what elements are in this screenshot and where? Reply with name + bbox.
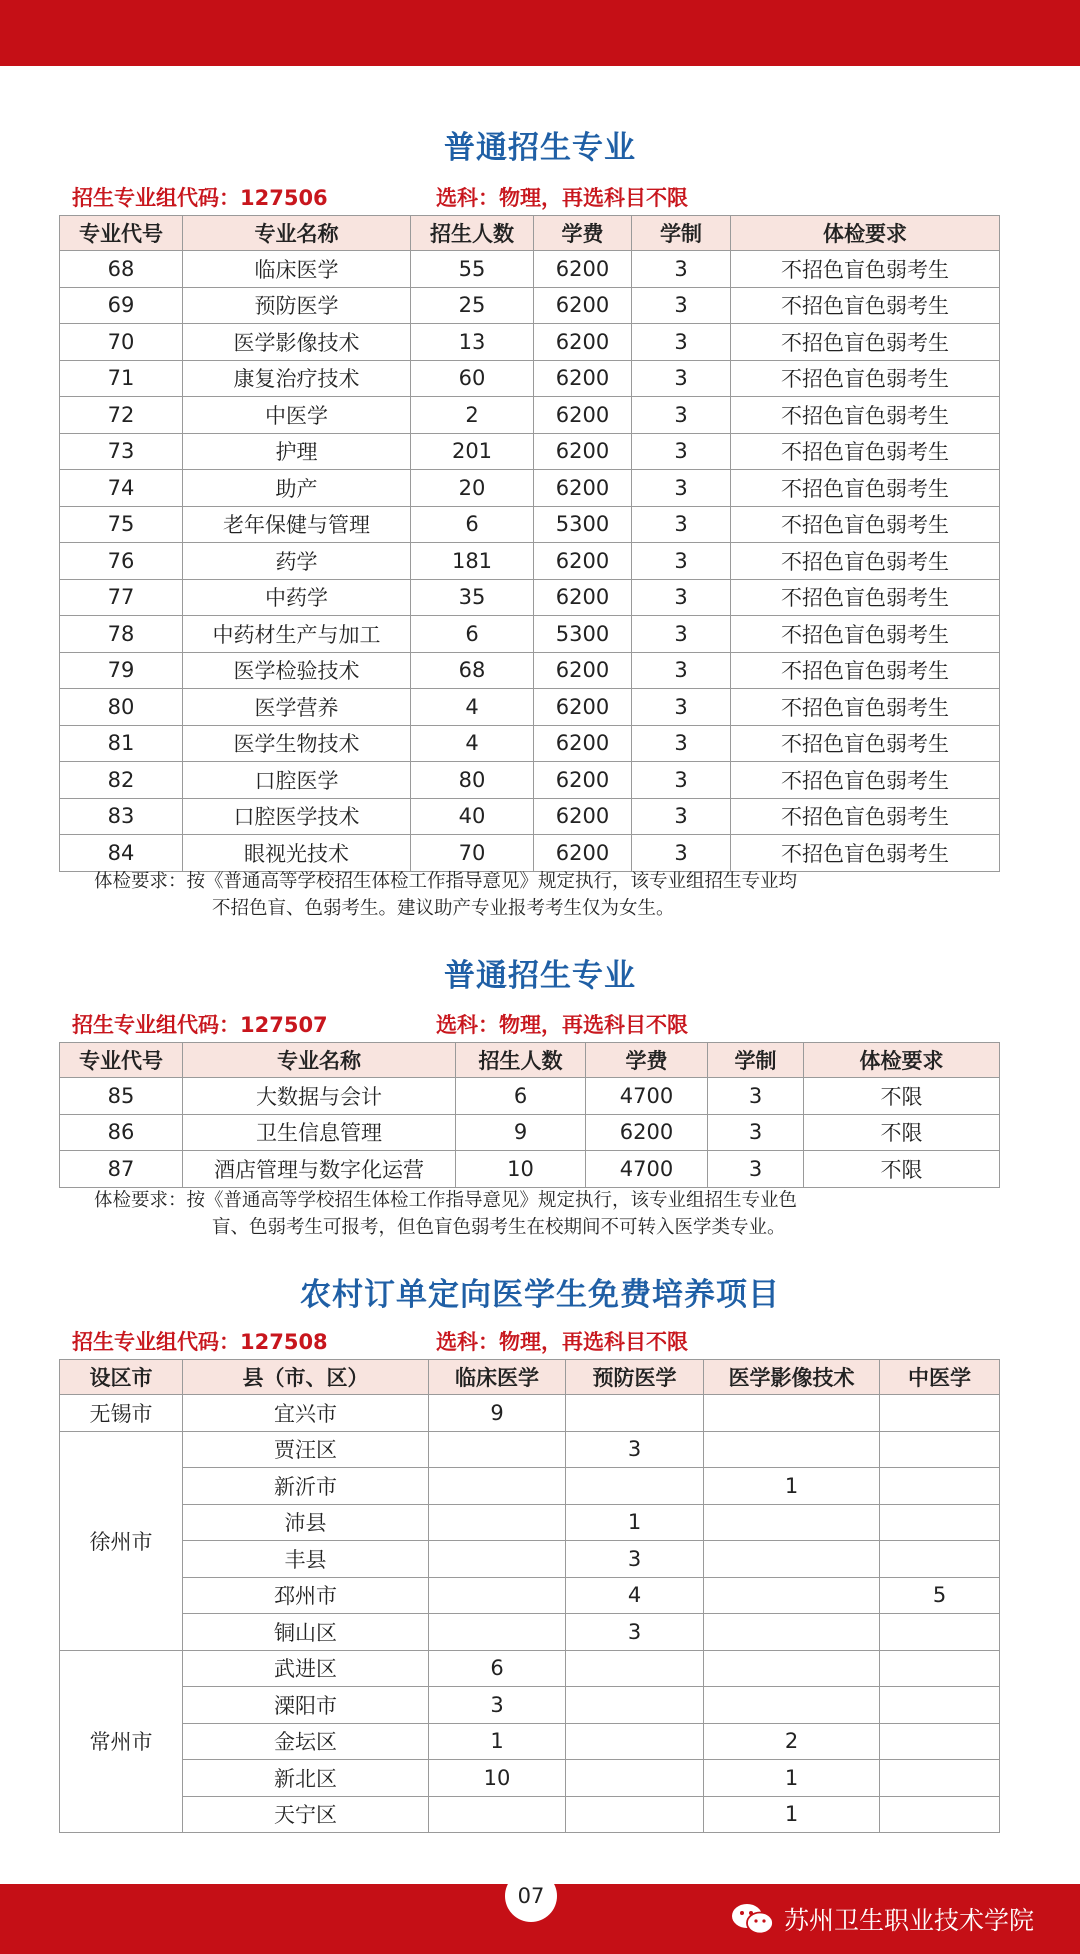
table-cell: 75 <box>60 506 183 543</box>
table-row <box>60 1504 1000 1541</box>
quota-cell: 10 <box>429 1760 566 1797</box>
quota-cell: 3 <box>566 1541 704 1578</box>
column-header: 体检要求 <box>731 216 1000 251</box>
table-row <box>60 798 1000 835</box>
brand-footer <box>730 1899 1034 1939</box>
table-cell: 77 <box>60 579 183 616</box>
table-cell: 3 <box>632 762 731 799</box>
table-cell: 3 <box>632 543 731 580</box>
quota-cell <box>704 1504 880 1541</box>
quota-cell <box>566 1687 704 1724</box>
table-cell: 3 <box>708 1114 804 1151</box>
top-banner <box>0 0 1080 66</box>
physical-exam-note <box>94 1187 994 1241</box>
quota-cell <box>704 1431 880 1468</box>
table-cell: 6200 <box>534 798 632 835</box>
quota-cell <box>429 1504 566 1541</box>
quota-cell: 9 <box>429 1395 566 1432</box>
wechat-icon <box>730 1902 776 1936</box>
quota-cell <box>880 1431 1000 1468</box>
table-cell: 医学营养 <box>183 689 411 726</box>
table-cell: 3 <box>632 652 731 689</box>
quota-cell <box>429 1431 566 1468</box>
county-cell: 邳州市 <box>183 1577 429 1614</box>
table-cell: 不招色盲色弱考生 <box>731 689 1000 726</box>
table-row <box>60 1687 1000 1724</box>
column-header: 学制 <box>708 1043 804 1078</box>
table-cell: 40 <box>411 798 534 835</box>
column-header: 专业代号 <box>60 216 183 251</box>
quota-cell <box>880 1395 1000 1432</box>
quota-cell <box>566 1650 704 1687</box>
quota-cell: 1 <box>566 1504 704 1541</box>
table-cell: 55 <box>411 251 534 288</box>
table-cell: 不限 <box>804 1078 1000 1115</box>
table-cell: 6200 <box>534 251 632 288</box>
table-cell: 87 <box>60 1151 183 1188</box>
subject-requirement: 选科：物理，再选科目不限 <box>436 1013 688 1037</box>
quota-cell <box>880 1614 1000 1651</box>
table-cell: 4700 <box>586 1151 708 1188</box>
table-cell: 68 <box>60 251 183 288</box>
quota-cell <box>704 1541 880 1578</box>
table-cell: 60 <box>411 360 534 397</box>
table-header-row <box>60 216 1000 251</box>
quota-cell: 1 <box>704 1468 880 1505</box>
table-cell: 不限 <box>804 1114 1000 1151</box>
county-cell: 沛县 <box>183 1504 429 1541</box>
column-header: 专业名称 <box>183 216 411 251</box>
table-cell: 6200 <box>534 762 632 799</box>
quota-cell: 3 <box>429 1687 566 1724</box>
quota-cell <box>880 1504 1000 1541</box>
table-cell: 4 <box>411 689 534 726</box>
table-row <box>60 287 1000 324</box>
table-cell: 不招色盲色弱考生 <box>731 251 1000 288</box>
column-header: 中医学 <box>880 1360 1000 1395</box>
table-cell: 老年保健与管理 <box>183 506 411 543</box>
table-cell: 临床医学 <box>183 251 411 288</box>
quota-cell: 4 <box>566 1577 704 1614</box>
table-cell: 不招色盲色弱考生 <box>731 470 1000 507</box>
county-cell: 贾汪区 <box>183 1431 429 1468</box>
table-cell: 中药材生产与加工 <box>183 616 411 653</box>
table-cell: 80 <box>60 689 183 726</box>
table-cell: 医学生物技术 <box>183 725 411 762</box>
table-cell: 口腔医学 <box>183 762 411 799</box>
county-cell: 丰县 <box>183 1541 429 1578</box>
table-cell: 6200 <box>534 652 632 689</box>
column-header: 设区市 <box>60 1360 183 1395</box>
table-cell: 不招色盲色弱考生 <box>731 652 1000 689</box>
table-cell: 6 <box>456 1078 586 1115</box>
table-cell: 6200 <box>534 287 632 324</box>
table-cell: 79 <box>60 652 183 689</box>
quota-cell <box>880 1796 1000 1833</box>
table-cell: 70 <box>60 324 183 361</box>
table-row <box>60 725 1000 762</box>
table-cell: 4 <box>411 725 534 762</box>
table-cell: 不招色盲色弱考生 <box>731 798 1000 835</box>
column-header: 招生人数 <box>411 216 534 251</box>
table-cell: 2 <box>411 397 534 434</box>
quota-cell <box>566 1395 704 1432</box>
table-cell: 3 <box>632 324 731 361</box>
section-title: 普通招生专业 <box>444 958 636 994</box>
quota-cell: 1 <box>704 1760 880 1797</box>
note-line-2: 盲、色弱考生可报考，但色盲色弱考生在校期间不可转入医学类专业。 <box>212 1217 786 1238</box>
table-row <box>60 470 1000 507</box>
quota-cell <box>566 1468 704 1505</box>
table-cell: 81 <box>60 725 183 762</box>
table-cell: 3 <box>632 616 731 653</box>
table-cell: 201 <box>411 433 534 470</box>
table-cell: 3 <box>632 506 731 543</box>
column-header: 学费 <box>534 216 632 251</box>
table-cell: 护理 <box>183 433 411 470</box>
table-cell: 6 <box>411 616 534 653</box>
table-cell: 不招色盲色弱考生 <box>731 397 1000 434</box>
quota-cell <box>704 1614 880 1651</box>
group-code: 招生专业组代码：127507 <box>72 1013 328 1037</box>
county-cell: 宜兴市 <box>183 1395 429 1432</box>
table-cell: 35 <box>411 579 534 616</box>
table-cell: 70 <box>411 835 534 872</box>
quota-cell <box>704 1650 880 1687</box>
quota-cell <box>566 1796 704 1833</box>
table-cell: 不招色盲色弱考生 <box>731 762 1000 799</box>
quota-cell <box>566 1723 704 1760</box>
table-row <box>60 506 1000 543</box>
table-cell: 3 <box>632 835 731 872</box>
quota-cell <box>704 1395 880 1432</box>
table-cell: 82 <box>60 762 183 799</box>
table-cell: 不招色盲色弱考生 <box>731 360 1000 397</box>
table-row <box>60 616 1000 653</box>
group-code: 招生专业组代码：127508 <box>72 1330 328 1354</box>
quota-cell: 1 <box>429 1723 566 1760</box>
table-cell: 85 <box>60 1078 183 1115</box>
quota-cell <box>880 1723 1000 1760</box>
table-cell: 3 <box>632 397 731 434</box>
table-cell: 中药学 <box>183 579 411 616</box>
column-header: 学制 <box>632 216 731 251</box>
county-cell: 溧阳市 <box>183 1687 429 1724</box>
county-cell: 武进区 <box>183 1650 429 1687</box>
table-cell: 不招色盲色弱考生 <box>731 287 1000 324</box>
quota-cell <box>566 1760 704 1797</box>
table-cell: 80 <box>411 762 534 799</box>
table-cell: 6200 <box>534 433 632 470</box>
county-cell: 天宁区 <box>183 1796 429 1833</box>
table-cell: 10 <box>456 1151 586 1188</box>
table-cell: 6200 <box>586 1114 708 1151</box>
table-cell: 不招色盲色弱考生 <box>731 433 1000 470</box>
table-cell: 医学影像技术 <box>183 324 411 361</box>
table-row <box>60 1723 1000 1760</box>
table-row <box>60 1468 1000 1505</box>
table-cell: 医学检验技术 <box>183 652 411 689</box>
quota-cell <box>880 1541 1000 1578</box>
table-cell: 6 <box>411 506 534 543</box>
table-cell: 3 <box>632 798 731 835</box>
table-cell: 3 <box>632 579 731 616</box>
table-row <box>60 397 1000 434</box>
table-header-row <box>60 1360 1000 1395</box>
table-cell: 大数据与会计 <box>183 1078 456 1115</box>
quota-cell: 3 <box>566 1614 704 1651</box>
column-header: 临床医学 <box>429 1360 566 1395</box>
quota-cell <box>429 1541 566 1578</box>
table-row <box>60 579 1000 616</box>
table-row <box>60 324 1000 361</box>
table-row <box>60 1395 1000 1432</box>
table-cell: 眼视光技术 <box>183 835 411 872</box>
table-cell: 6200 <box>534 324 632 361</box>
table-cell: 72 <box>60 397 183 434</box>
table-cell: 86 <box>60 1114 183 1151</box>
table-cell: 3 <box>632 287 731 324</box>
group-code: 招生专业组代码：127506 <box>72 186 328 210</box>
table-row <box>60 652 1000 689</box>
city-cell: 常州市 <box>60 1650 183 1833</box>
table-cell: 71 <box>60 360 183 397</box>
table-row <box>60 1650 1000 1687</box>
quota-cell <box>880 1650 1000 1687</box>
table-cell: 20 <box>411 470 534 507</box>
table-row <box>60 689 1000 726</box>
admission-table-127507 <box>59 1042 1000 1188</box>
column-header: 专业代号 <box>60 1043 183 1078</box>
county-cell: 新沂市 <box>183 1468 429 1505</box>
quota-cell <box>880 1687 1000 1724</box>
table-cell: 84 <box>60 835 183 872</box>
table-cell: 不招色盲色弱考生 <box>731 506 1000 543</box>
table-cell: 3 <box>632 433 731 470</box>
table-cell: 74 <box>60 470 183 507</box>
note-line-1: 体检要求：按《普通高等学校招生体检工作指导意见》规定执行，该专业组招生专业均 <box>94 871 798 892</box>
table-row <box>60 1151 1000 1188</box>
table-row <box>60 1760 1000 1797</box>
table-row <box>60 835 1000 872</box>
note-line-1: 体检要求：按《普通高等学校招生体检工作指导意见》规定执行，该专业组招生专业色 <box>94 1190 798 1211</box>
table-cell: 6200 <box>534 470 632 507</box>
table-cell: 83 <box>60 798 183 835</box>
column-header: 学费 <box>586 1043 708 1078</box>
table-cell: 3 <box>708 1151 804 1188</box>
county-cell: 铜山区 <box>183 1614 429 1651</box>
table-cell: 25 <box>411 287 534 324</box>
table-cell: 预防医学 <box>183 287 411 324</box>
table-row <box>60 1431 1000 1468</box>
column-header: 医学影像技术 <box>704 1360 880 1395</box>
quota-cell: 5 <box>880 1577 1000 1614</box>
table-cell: 卫生信息管理 <box>183 1114 456 1151</box>
section-title: 普通招生专业 <box>444 130 636 166</box>
physical-exam-note <box>94 868 994 922</box>
table-cell: 76 <box>60 543 183 580</box>
column-header: 招生人数 <box>456 1043 586 1078</box>
county-cell: 新北区 <box>183 1760 429 1797</box>
quota-cell <box>429 1796 566 1833</box>
table-cell: 69 <box>60 287 183 324</box>
table-cell: 6200 <box>534 543 632 580</box>
city-cell: 徐州市 <box>60 1431 183 1650</box>
table-cell: 3 <box>632 725 731 762</box>
table-row <box>60 762 1000 799</box>
column-header: 县（市、区） <box>183 1360 429 1395</box>
table-cell: 6200 <box>534 579 632 616</box>
quota-cell: 6 <box>429 1650 566 1687</box>
table-cell: 不招色盲色弱考生 <box>731 543 1000 580</box>
table-cell: 不招色盲色弱考生 <box>731 835 1000 872</box>
table-row <box>60 1614 1000 1651</box>
table-cell: 不招色盲色弱考生 <box>731 579 1000 616</box>
subject-requirement: 选科：物理，再选科目不限 <box>436 186 688 210</box>
table-cell: 73 <box>60 433 183 470</box>
quota-cell <box>429 1577 566 1614</box>
table-header-row <box>60 1043 1000 1078</box>
table-cell: 13 <box>411 324 534 361</box>
table-cell: 5300 <box>534 506 632 543</box>
table-cell: 口腔医学技术 <box>183 798 411 835</box>
table-row <box>60 1541 1000 1578</box>
table-row <box>60 543 1000 580</box>
table-cell: 中医学 <box>183 397 411 434</box>
quota-cell: 2 <box>704 1723 880 1760</box>
table-cell: 181 <box>411 543 534 580</box>
table-cell: 6200 <box>534 725 632 762</box>
table-cell: 68 <box>411 652 534 689</box>
column-header: 体检要求 <box>804 1043 1000 1078</box>
table-row <box>60 433 1000 470</box>
admission-table-127506 <box>59 215 1000 872</box>
table-cell: 4700 <box>586 1078 708 1115</box>
table-cell: 3 <box>632 470 731 507</box>
table-row <box>60 251 1000 288</box>
quota-cell: 1 <box>704 1796 880 1833</box>
table-row <box>60 1796 1000 1833</box>
table-cell: 3 <box>708 1078 804 1115</box>
table-cell: 6200 <box>534 835 632 872</box>
table-cell: 不招色盲色弱考生 <box>731 324 1000 361</box>
quota-cell <box>429 1614 566 1651</box>
column-header: 预防医学 <box>566 1360 704 1395</box>
county-cell: 金坛区 <box>183 1723 429 1760</box>
table-cell: 3 <box>632 360 731 397</box>
table-row <box>60 1114 1000 1151</box>
table-cell: 78 <box>60 616 183 653</box>
table-cell: 酒店管理与数字化运营 <box>183 1151 456 1188</box>
table-cell: 康复治疗技术 <box>183 360 411 397</box>
section-title: 农村订单定向医学生免费培养项目 <box>300 1277 780 1313</box>
note-line-2: 不招色盲、色弱考生。建议助产专业报考考生仅为女生。 <box>212 898 675 919</box>
table-cell: 6200 <box>534 360 632 397</box>
quota-cell <box>704 1577 880 1614</box>
table-cell: 5300 <box>534 616 632 653</box>
page-number: 07 <box>505 1870 557 1922</box>
quota-cell <box>704 1687 880 1724</box>
table-cell: 助产 <box>183 470 411 507</box>
column-header: 专业名称 <box>183 1043 456 1078</box>
table-cell: 3 <box>632 251 731 288</box>
rural-quota-table-127508 <box>59 1359 1000 1833</box>
quota-cell: 3 <box>566 1431 704 1468</box>
table-cell: 不招色盲色弱考生 <box>731 616 1000 653</box>
table-cell: 不招色盲色弱考生 <box>731 725 1000 762</box>
table-row <box>60 1078 1000 1115</box>
quota-cell <box>880 1760 1000 1797</box>
city-cell: 无锡市 <box>60 1395 183 1432</box>
brand-name: 苏州卫生职业技术学院 <box>784 1906 1035 1935</box>
quota-cell <box>880 1468 1000 1505</box>
table-row <box>60 1577 1000 1614</box>
quota-cell <box>429 1468 566 1505</box>
table-cell: 药学 <box>183 543 411 580</box>
table-row <box>60 360 1000 397</box>
table-cell: 6200 <box>534 397 632 434</box>
table-cell: 不限 <box>804 1151 1000 1188</box>
table-cell: 9 <box>456 1114 586 1151</box>
subject-requirement: 选科：物理，再选科目不限 <box>436 1330 688 1354</box>
table-cell: 3 <box>632 689 731 726</box>
table-cell: 6200 <box>534 689 632 726</box>
